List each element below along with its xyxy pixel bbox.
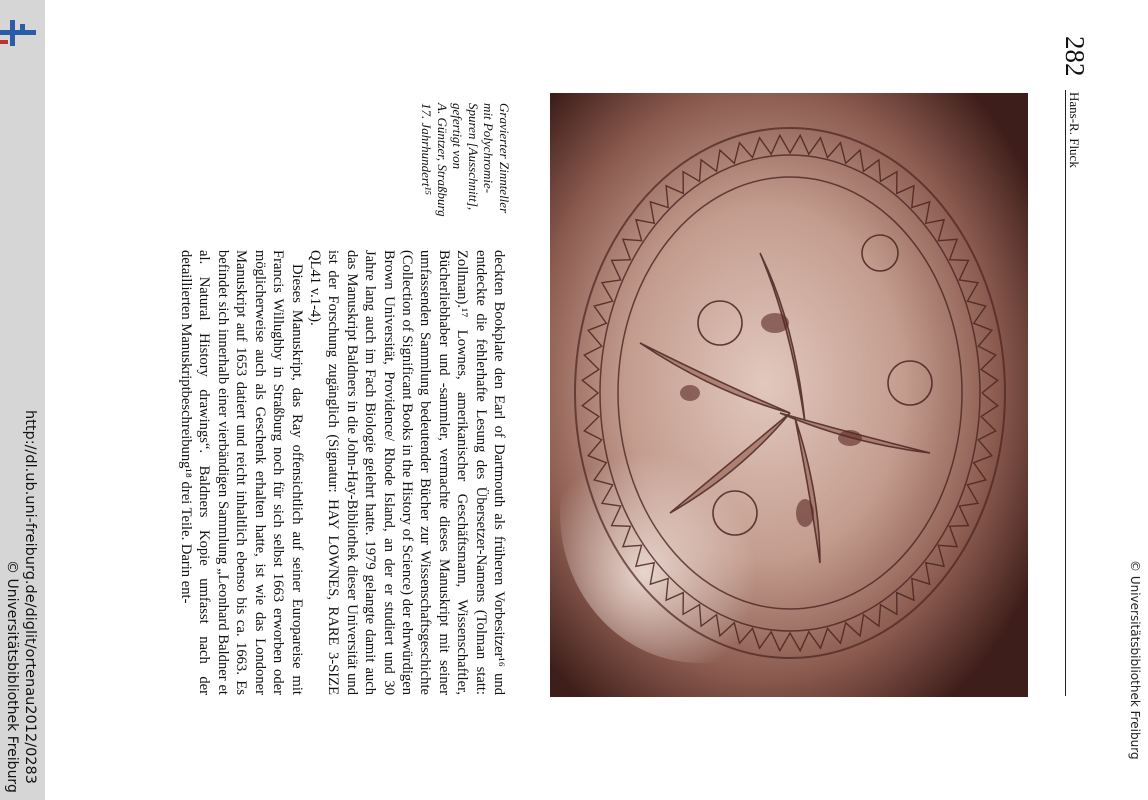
body-text [177, 250, 508, 695]
page-number: 282 [1060, 36, 1090, 77]
caption-line: gefertigt von [450, 103, 466, 170]
header-rule [1065, 90, 1066, 696]
figure-caption [418, 103, 512, 243]
source-url[interactable]: http://dl.ub.uni-freiburg.de/diglit/ortenau2012/0283 [22, 410, 38, 784]
running-head-author: Hans-R. Fluck [1067, 92, 1082, 168]
caption-line: Spuren [Ausschnitt], [465, 103, 481, 211]
library-logo-icon [0, 18, 36, 48]
copyright-text-right: © Universitätsbibliothek Freiburg [1128, 560, 1142, 760]
copyright-text: © Universitätsbibliothek Freiburg [4, 560, 20, 793]
caption-line: 17. Jahrhundert¹⁵ [419, 103, 435, 195]
caption-line: A. Güntzer, Straßburg [434, 103, 450, 217]
body-paragraph: deckten Bookplate den Earl of Dartmouth als früheren Vorbesitzer¹⁶ und entdeckte die fehlerhafte Lesung des Übersetzer-Namens (Tolman statt: Zollman).¹⁷ Lownes, amerikanischer Geschäftsmann, Wissenschaftler, Bücherliebhaber und -sammler, vermachte dieses Manuskript mit seiner umfassenden Sammlung bedeutender Bücher zur Wissenschaftsgeschichte (Collection of Significant Books in the History of Science) der ehrwürdigen Brown Universität, Providence/ Rhode Island, an der er studiert und 30 Jahre lang auch im Fach Biologie gelehrt hatte. 1979 gelangte damit auch das Manuskript Baldners in die John-Hay-Bibliothek dieser Universität und ist der Forschung zugänglich (Signatur: HAY LOWNES, RARE 3-SIZE QL41 v.1-4). [306, 250, 507, 695]
caption-line: Gravierter Zinnteller [497, 103, 512, 214]
pewter-plate-photo [550, 93, 1028, 697]
engraved-plate-image [550, 93, 1028, 697]
body-paragraph: Dieses Manuskript, das Ray offensichtlich auf seiner Europareise mit Francis Willughby in Straßburg noch für sich selbst 1663 erworben oder möglicherweise auch als Geschenk erhalten hatte, ist wie das Londoner Manuskript auf 1653 datiert und reicht inhaltlich ebenso bis ca. 1663. Es befindet sich innerhalb einer vierbändigen Sammlung „Leonhard Baldner et al. Natural History drawings“. Baldners Kopie umfasst nach der detaillierten Manuskriptbeschreibung¹⁸ drei Teile. Darin ent- [178, 250, 305, 695]
caption-line: mit Polychromie- [481, 103, 497, 194]
